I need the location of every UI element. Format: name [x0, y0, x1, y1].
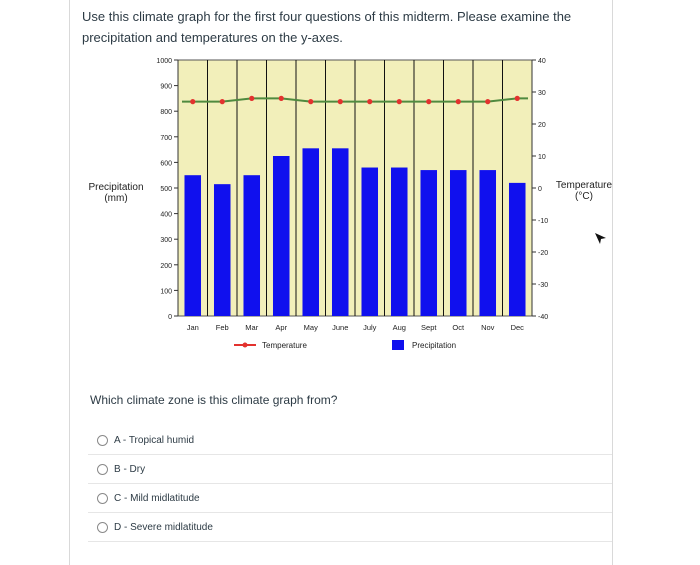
precipitation-bar: [184, 175, 201, 316]
precipitation-bar: [332, 148, 349, 316]
precipitation-bar: [243, 175, 260, 316]
right-tick-label: 20: [538, 122, 546, 129]
left-tick-label: 900: [160, 83, 172, 91]
precipitation-bar: [273, 156, 290, 316]
legend-precipitation: [392, 340, 456, 350]
temperature-point: [220, 99, 225, 104]
month-label: Sept: [421, 323, 437, 332]
month-label: June: [332, 323, 349, 332]
month-label: Nov: [481, 323, 495, 332]
legend-precipitation-label: Precipitation: [412, 341, 457, 350]
left-tick-label: 100: [160, 288, 172, 296]
radio-d[interactable]: [97, 522, 108, 533]
right-tick-label: 10: [538, 154, 546, 161]
temperature-point: [249, 96, 254, 101]
right-tick-label: 40: [538, 58, 546, 65]
month-label: Mar: [245, 323, 259, 332]
temperature-point: [397, 99, 402, 104]
left-tick-label: 800: [160, 109, 172, 117]
mouse-cursor-icon: [594, 232, 608, 246]
temperature-point: [515, 96, 520, 101]
temperature-point: [190, 99, 195, 104]
right-tick-label: -30: [538, 282, 549, 289]
right-tick-label: -20: [538, 250, 549, 257]
radio-a[interactable]: [97, 435, 108, 446]
temperature-point: [308, 99, 313, 104]
option-c-label: C - Mild midlatitude: [114, 492, 200, 504]
option-d-label: D - Severe midlatitude: [114, 521, 213, 533]
option-b[interactable]: [88, 455, 612, 484]
precipitation-bar: [391, 168, 408, 316]
right-tick-label: 30: [538, 90, 546, 97]
temperature-point: [367, 99, 372, 104]
left-axis-title-line1: Precipitation: [88, 182, 144, 193]
question-text: Which climate zone is this climate graph from?: [90, 393, 338, 407]
left-tick-label: 300: [160, 237, 172, 245]
precipitation-bar: [479, 170, 496, 316]
option-c[interactable]: [88, 484, 612, 513]
answer-options: [88, 426, 612, 542]
precipitation-bar: [420, 170, 437, 316]
option-a[interactable]: [88, 426, 612, 455]
option-d[interactable]: [88, 513, 612, 542]
left-tick-label: 1000: [156, 58, 172, 65]
radio-b[interactable]: [97, 464, 108, 475]
month-label: July: [363, 323, 377, 332]
left-tick-label: 200: [160, 262, 172, 270]
legend-precipitation-swatch: [392, 340, 404, 350]
question-prompt: Use this climate graph for the first four questions of this midterm. Please examine the precipitation and temperatures on the y-axes.: [82, 9, 572, 45]
precipitation-bar: [361, 168, 378, 316]
option-a-label: A - Tropical humid: [114, 434, 195, 446]
precipitation-bar: [214, 184, 231, 316]
left-axis-title-line2: (mm): [104, 193, 128, 204]
option-b-label: B - Dry: [114, 463, 146, 475]
month-label: Feb: [215, 323, 229, 332]
right-axis-title-line1: Temperature: [555, 180, 613, 191]
month-label: Oct: [452, 323, 465, 332]
right-tick-label: 0: [538, 186, 542, 193]
legend-temperature-marker: [243, 343, 248, 348]
left-tick-label: 700: [160, 134, 172, 142]
month-label: Apr: [275, 323, 288, 332]
month-label: Aug: [392, 323, 406, 332]
left-tick-label: 400: [160, 211, 172, 219]
legend-temperature: [234, 341, 307, 350]
temperature-point: [456, 99, 461, 104]
left-tick-label: 0: [168, 314, 172, 321]
month-label: Dec: [510, 323, 524, 332]
month-label: Jan: [186, 323, 199, 332]
right-tick-label: -10: [538, 218, 549, 225]
right-tick-label: -40: [538, 314, 549, 321]
radio-c[interactable]: [97, 493, 108, 504]
left-tick-label: 600: [160, 160, 172, 168]
legend-temperature-label: Temperature: [262, 341, 307, 350]
temperature-point: [279, 96, 284, 101]
temperature-point: [426, 99, 431, 104]
month-label: May: [303, 323, 318, 332]
right-axis-title-line2: (°C): [575, 191, 593, 202]
temperature-point: [338, 99, 343, 104]
precipitation-bar: [302, 148, 319, 316]
left-tick-label: 500: [160, 186, 172, 193]
precipitation-bar: [450, 170, 467, 316]
precipitation-bar: [509, 183, 526, 316]
temperature-point: [485, 99, 490, 104]
